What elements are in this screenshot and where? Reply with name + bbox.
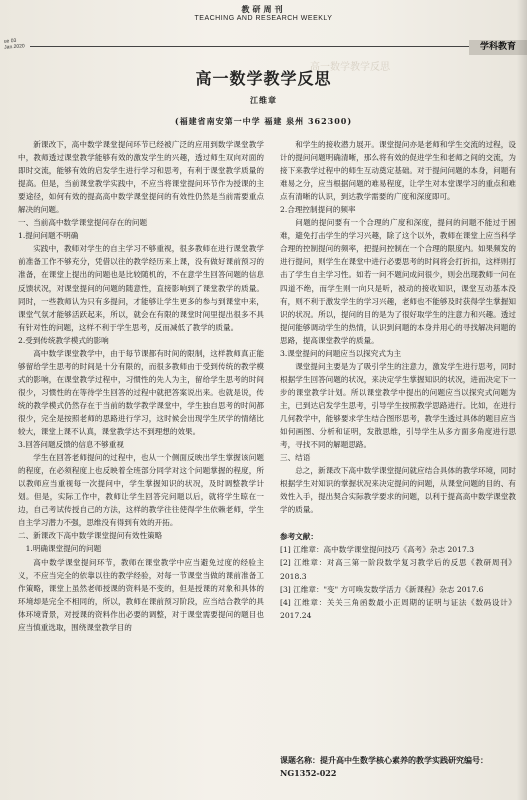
sub-heading: 1.明确课堂提问的问题 [25, 544, 102, 554]
spacer [280, 516, 516, 530]
references-label: 参考文献： [280, 532, 318, 542]
section-heading: 3.课堂提问的问题应当以探究式为主 [280, 348, 402, 358]
section-heading: 1.提问问题不明确 [18, 231, 79, 241]
reference-item: [3] 江维章："变" 方可唤发数学活力《新课程》杂志 2017.6 [280, 584, 484, 594]
section-heading: 2.合理控制提问的频率 [280, 205, 356, 215]
paragraph: 新课改下，高中数学课堂提问环节已经被广泛的应用到数学课堂教学中，教师透过课堂教学能够有效的激发学生的兴趣，透过师生双向对面的即时交流，能够有效的启发学生进行学习和思考，有利于课堂教学质量的提高。但是，当前课堂教学实践中，不应当将课堂提问环节作为授课的主要途径，如何有效的提高高中数学课堂提问的有效性仍然是当前需要重点解决的问题。 [18, 140, 264, 215]
reference-item: [2] 江维章：对高三第一阶段数学复习教学后的反思《教研周刊》2018.3 [280, 558, 516, 581]
project-footnote: 课题名称：提升高中生数学核心素养的教学实践研究编号：NG1352-022 [280, 755, 488, 778]
section-heading: 2.受到传统教学模式的影响 [18, 335, 109, 345]
section-heading: 三、结语 [280, 453, 311, 463]
journal-name-cn: 教研周刊 [241, 4, 286, 14]
article-title: 高一数学教学反思 [195, 69, 332, 88]
article-affiliation: (福建省南安第一中学 福建 泉州 362300) [174, 116, 353, 126]
paragraph: 高中数学课堂教学中，由于每节课都有时间的限制，这样教师真正能够留给学生思考的时间是十分有限的，而很多教师由于受到传统的教学模式的影响，在课堂教学过程中，习惯性的先人为主，留给学生思考的时间很少，习惯性的在等待学生回答的过程中就把答案说出来。也就是说，传统的教学模式仍然存在于当前的数学教学课堂中，学生独自思考的时间都很少，完全是按照老师的思路进行学习，这时候会出现学生厌学的情绪比较大，课堂上课不认真，课堂教学达不到理想的效果。 [18, 348, 264, 437]
paragraph: 学生在回答老师提问的过程中，也从一个侧面反映出学生掌握该问题的程度，在必须程度上也反映着全班部分同学对这个问题掌握的程度，所以教师应当重视每一次提问中，学生掌握知识的状况，及时调整教学计划。但是，实际工作中，教师让学生回答完问题以后，就将学生晾在一边，自己考试传授自己的方法，这样的教学往往使得学生依赖老师，学生自主学习潜力不强，思维没有得到有效的开拓。 [18, 453, 264, 528]
paragraph: 实践中，教师对学生的自主学习不够重视，很多教师在进行课堂教学前准备工作不够充分，凭借以往的教学经历来上课，没有做好课前预习的准备，在课堂上提出的问题也是比较随机的，不在意学生回答问题的信息反馈状况，对课堂提问的问题的随意性，直接影响到了课堂教学的质量。同时，一些教师认为只有多提问，才能够让学生更多的参与到课堂中来，课堂气氛才能够活跃起来，所以，就会在有限的课堂时间里提出很多不具有针对性的问题，这样不利于学生思考，反而减低了教学的质量。 [18, 244, 264, 332]
paragraph: 课堂提问主要是为了吸引学生的注意力，激发学生进行思考，同时根据学生回答问题的状况，来决定学生掌握知识的状况，进而决定下一步的课堂教学计划。所以课堂教学中提出的问题应当以探究式问题为主，已到达启发学生思考，引导学生按照教学思路进行。比如，在进行几何教学中，能够要求学生结合图形思考，教学生透过具体的题目应当如何画图、分析和证明，发散思维，引导学生从多方面多角度进行思考，寻找不同的解题思路。 [280, 361, 516, 450]
paragraph: 总之，新课改下高中数学课堂提问就应结合具体的教学环境，同时根据学生对知识的掌握状况来决定提问的问题，从课堂问题的目的、有效性入手，提出契合实际教学要求的问题，以利于提高高中数学课堂教学的质量。 [280, 466, 516, 515]
issue-number: ue 03 [3, 37, 17, 45]
issue-date: Jan.2020 [4, 43, 25, 51]
header-rule [30, 46, 469, 47]
article-author: 江维章 [250, 95, 277, 105]
paragraph: 问题的提问要有一个合理的广度和深度，提问的问题不能过于困难，避免打击学生的学习兴趣，除了这个以外，教师在课堂上应当科学合理的控制提问的频率，把提问控制在一个合理的限度内。如果频发的进行提问，则学生在课堂中进行必要思考的时间将会打折扣，这样则打击了学生自主学习性。如若一问不题问成问很少，则会出现教师一问在四道不绝，而学生则一向只是听，被动的接收知识，课堂互动基本没有，则不利于激发学生的学习兴趣，老师也不能够及时获得学生掌握知识的状况。所以，提问的目的是为了很好取学生的注意力和兴趣。透过提问能够调动学生的热情，认识到问题的本身并用心的寻找解决问题的思路，提高课堂教学的质量。 [280, 218, 516, 345]
section-heading: 3.回答问题反馈的信息不够重视 [18, 440, 124, 450]
paragraph: 高中数学课堂提问环节，教师在课堂教学中应当避免过度的经验主义，不应当完全的依靠以往的教学经验，对每一节课堂当做的课前准备工作策略，课堂上虽然老师授课的资料是不变的，但是授课的对象和具体的环境却是完全不相同的，所以，教师在课前预习阶段，应当结合教学的具体环境背景，对授课的资料作出必要的调整，对于课堂需要提问的题目也应当慎重选取，围绕课堂教学目的 [18, 557, 264, 632]
page-edge-shadow [517, 0, 527, 800]
section-heading: 二、新课改下高中数学课堂提问有效性策略 [18, 531, 163, 541]
faded-watermark: 高一数学教学反思 [310, 62, 390, 73]
section-tag: 学科教育 [469, 40, 527, 55]
issue-label [4, 37, 25, 50]
left-column [18, 138, 264, 634]
right-column [280, 138, 516, 622]
reference-item: [1] 江维章：高中数学课堂提问技巧《高考》杂志 2017.3 [280, 545, 475, 555]
journal-name-en: TEACHING AND RESEARCH WEEKLY [194, 15, 333, 22]
section-heading: 一、当前高中数学课堂提问存在的问题 [18, 218, 148, 228]
reference-item: [4] 江维章：关关三角函数最小正周期的证明与证法《数码设计》2017.24 [280, 597, 516, 620]
paragraph: 和学生的接收潜力展开。课堂提问亦是老师和学生交流的过程，设计的提问问题明确清晰，那么将有效的促进学生和老师之间的交流，为接下来教学过程中的师生互动奠定基础。对于提问问题的本身，问题有难易之分，应当根据问题的难易程度，让学生对本堂课学习的重点和难点有清晰的认识，到达教学需要的广度和深度即可。 [280, 140, 516, 202]
